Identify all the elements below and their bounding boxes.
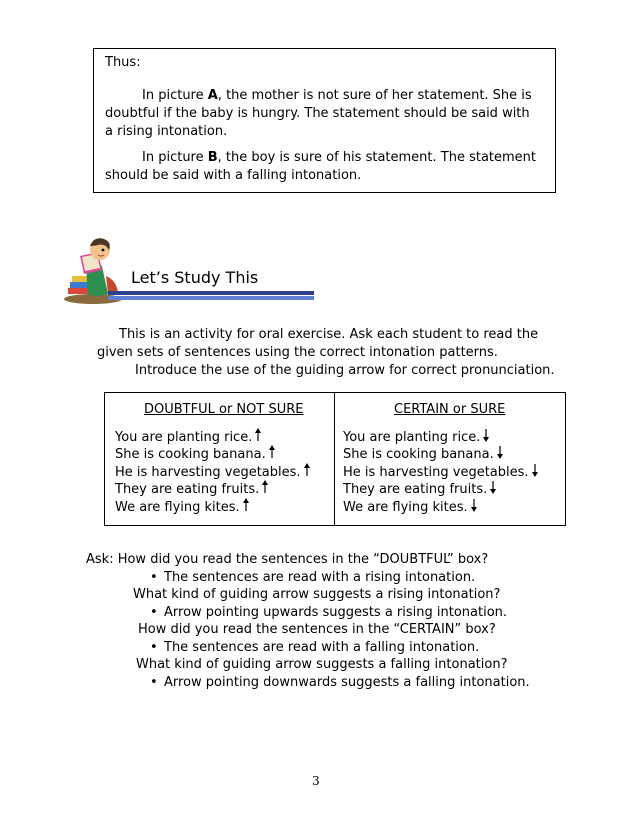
doubtful-sentence-text: They are eating fruits. xyxy=(115,482,260,498)
summary-heading: Thus: xyxy=(105,55,141,70)
certain-header: CERTAIN or SURE xyxy=(394,402,506,417)
rising-arrow-icon xyxy=(242,498,250,512)
section-title-underline xyxy=(108,291,314,295)
table-column-divider xyxy=(334,392,335,526)
question-4: What kind of guiding arrow suggests a falling intonation? xyxy=(136,657,508,672)
intro-line-3: Introduce the use of the guiding arrow for correct pronunciation. xyxy=(135,363,555,378)
summary-para1-line1: In picture A, the mother is not sure of her statement. She is xyxy=(142,88,532,103)
section-title-underline-light xyxy=(108,296,314,300)
intro-line-1: This is an activity for oral exercise. Ask each student to read the xyxy=(119,327,539,342)
summary-para2-line1: In picture B, the boy is sure of his statement. The statement xyxy=(142,150,537,165)
rising-arrow-icon xyxy=(254,428,262,442)
rising-arrow-icon xyxy=(261,480,269,494)
falling-arrow-icon xyxy=(482,428,490,442)
answer-3: • The sentences are read with a falling intonation. xyxy=(150,640,480,655)
rising-arrow-icon xyxy=(303,463,311,477)
certain-sentence xyxy=(343,480,497,498)
question-3: How did you read the sentences in the “CERTAIN” box? xyxy=(138,622,496,637)
doubtful-sentence xyxy=(115,428,262,446)
falling-arrow-icon xyxy=(489,480,497,494)
picture-b-label: B xyxy=(207,150,218,165)
doubtful-sentence xyxy=(115,445,276,463)
question-1: Ask: How did you read the sentences in the “DOUBTFUL” box? xyxy=(86,552,489,567)
certain-sentence-text: They are eating fruits. xyxy=(343,482,488,498)
picture-a-label: A xyxy=(207,88,218,103)
certain-sentence-text: He is harvesting vegetables. xyxy=(343,464,529,480)
bullet: • xyxy=(150,675,158,690)
bullet: • xyxy=(150,605,158,620)
doubtful-sentence-text: You are planting rice. xyxy=(115,430,253,445)
falling-arrow-icon xyxy=(496,445,504,459)
falling-arrow-icon xyxy=(470,498,478,512)
bullet: • xyxy=(150,640,158,655)
summary-box xyxy=(93,48,556,193)
doubtful-sentence-text: We are flying kites. xyxy=(115,499,240,515)
certain-sentence xyxy=(343,428,490,446)
summary-para2-line2: should be said with a falling intonation. xyxy=(105,168,362,183)
answer-1: • The sentences are read with a rising intonation. xyxy=(150,570,476,585)
answer-4: • Arrow pointing downwards suggests a falling intonation. xyxy=(150,675,530,690)
doubtful-sentence-text: He is harvesting vegetables. xyxy=(115,464,301,480)
question-2: What kind of guiding arrow suggests a rising intonation? xyxy=(133,587,501,602)
doubtful-sentence xyxy=(115,463,311,481)
summary-para1-line2: doubtful if the baby is hungry. The statement should be said with xyxy=(105,106,530,121)
certain-sentence-text: She is cooking banana. xyxy=(343,447,494,463)
section-title: Let’s Study This xyxy=(131,268,259,287)
doubtful-sentence xyxy=(115,498,250,516)
bullet: • xyxy=(150,570,158,585)
certain-sentence-text: You are planting rice. xyxy=(343,430,481,445)
falling-arrow-icon xyxy=(531,463,539,477)
certain-sentence xyxy=(343,463,539,481)
rising-arrow-icon xyxy=(268,445,276,459)
certain-sentence xyxy=(343,445,504,463)
doubtful-header: DOUBTFUL or NOT SURE xyxy=(144,402,304,417)
summary-para1-line3: a rising intonation. xyxy=(105,124,228,139)
doubtful-sentence xyxy=(115,480,269,498)
doubtful-sentence-text: She is cooking banana. xyxy=(115,447,266,463)
page-number: 3 xyxy=(312,774,320,788)
intro-line-2: given sets of sentences using the correct intonation patterns. xyxy=(97,345,498,360)
certain-sentence-text: We are flying kites. xyxy=(343,499,468,515)
answer-2: • Arrow pointing upwards suggests a rising intonation. xyxy=(150,605,508,620)
certain-sentence xyxy=(343,498,478,516)
